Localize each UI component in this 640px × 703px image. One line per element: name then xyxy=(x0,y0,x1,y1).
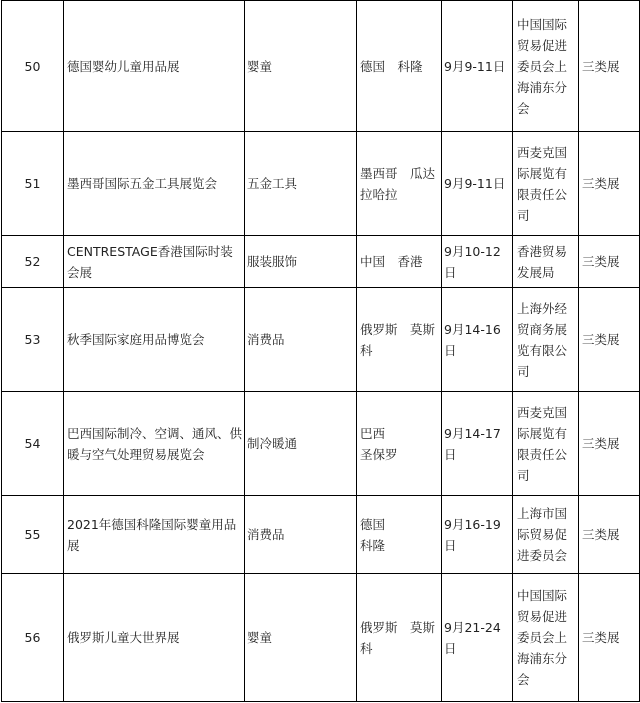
row-number: 52 xyxy=(2,236,64,288)
organizer: 中国国际贸易促进委员会上海浦东分会 xyxy=(513,1,579,132)
date: 9月14-16日 xyxy=(442,288,513,392)
table-row xyxy=(2,392,640,496)
table-row xyxy=(2,496,640,574)
table-row xyxy=(2,236,640,288)
location: 墨西哥 瓜达拉哈拉 xyxy=(357,132,442,236)
table-row xyxy=(2,132,640,236)
exhibition-name: 墨西哥国际五金工具展览会 xyxy=(64,132,245,236)
date: 9月10-12日 xyxy=(442,236,513,288)
industry: 五金工具 xyxy=(245,132,357,236)
industry: 服装服饰 xyxy=(245,236,357,288)
date: 9月9-11日 xyxy=(442,132,513,236)
organizer: 上海外经贸商务展览有限公司 xyxy=(513,288,579,392)
row-number: 50 xyxy=(2,1,64,132)
organizer: 西麦克国际展览有限责任公司 xyxy=(513,392,579,496)
exhibition-name: 秋季国际家庭用品博览会 xyxy=(64,288,245,392)
organizer: 香港贸易发展局 xyxy=(513,236,579,288)
date: 9月21-24日 xyxy=(442,574,513,702)
organizer: 中国国际贸易促进委员会上海浦东分会 xyxy=(513,574,579,702)
exhibition-name: 2021年德国科隆国际婴童用品展 xyxy=(64,496,245,574)
exhibition-type: 三类展 xyxy=(579,236,640,288)
date: 9月14-17日 xyxy=(442,392,513,496)
row-number: 51 xyxy=(2,132,64,236)
row-number: 54 xyxy=(2,392,64,496)
location: 中国 香港 xyxy=(357,236,442,288)
location: 俄罗斯 莫斯科 xyxy=(357,574,442,702)
exhibition-type: 三类展 xyxy=(579,574,640,702)
row-number: 56 xyxy=(2,574,64,702)
row-number: 55 xyxy=(2,496,64,574)
industry: 婴童 xyxy=(245,574,357,702)
exhibition-table xyxy=(1,0,640,702)
exhibition-name: 俄罗斯儿童大世界展 xyxy=(64,574,245,702)
location: 德国 科隆 xyxy=(357,1,442,132)
location: 俄罗斯 莫斯科 xyxy=(357,288,442,392)
exhibition-type: 三类展 xyxy=(579,288,640,392)
location: 德国 科隆 xyxy=(357,496,442,574)
exhibition-type: 三类展 xyxy=(579,496,640,574)
row-number: 53 xyxy=(2,288,64,392)
date: 9月16-19日 xyxy=(442,496,513,574)
location: 巴西 圣保罗 xyxy=(357,392,442,496)
industry: 消费品 xyxy=(245,288,357,392)
date: 9月9-11日 xyxy=(442,1,513,132)
exhibition-type: 三类展 xyxy=(579,1,640,132)
industry: 消费品 xyxy=(245,496,357,574)
organizer: 西麦克国际展览有限责任公司 xyxy=(513,132,579,236)
exhibition-name: CENTRESTAGE香港国际时装会展 xyxy=(64,236,245,288)
exhibition-name: 巴西国际制冷、空调、通风、供暖与空气处理贸易展览会 xyxy=(64,392,245,496)
exhibition-name: 德国婴幼儿童用品展 xyxy=(64,1,245,132)
organizer: 上海市国际贸易促进委员会 xyxy=(513,496,579,574)
exhibition-type: 三类展 xyxy=(579,392,640,496)
table-row xyxy=(2,1,640,132)
exhibition-type: 三类展 xyxy=(579,132,640,236)
table-row xyxy=(2,574,640,702)
industry: 制冷暖通 xyxy=(245,392,357,496)
table-row xyxy=(2,288,640,392)
industry: 婴童 xyxy=(245,1,357,132)
